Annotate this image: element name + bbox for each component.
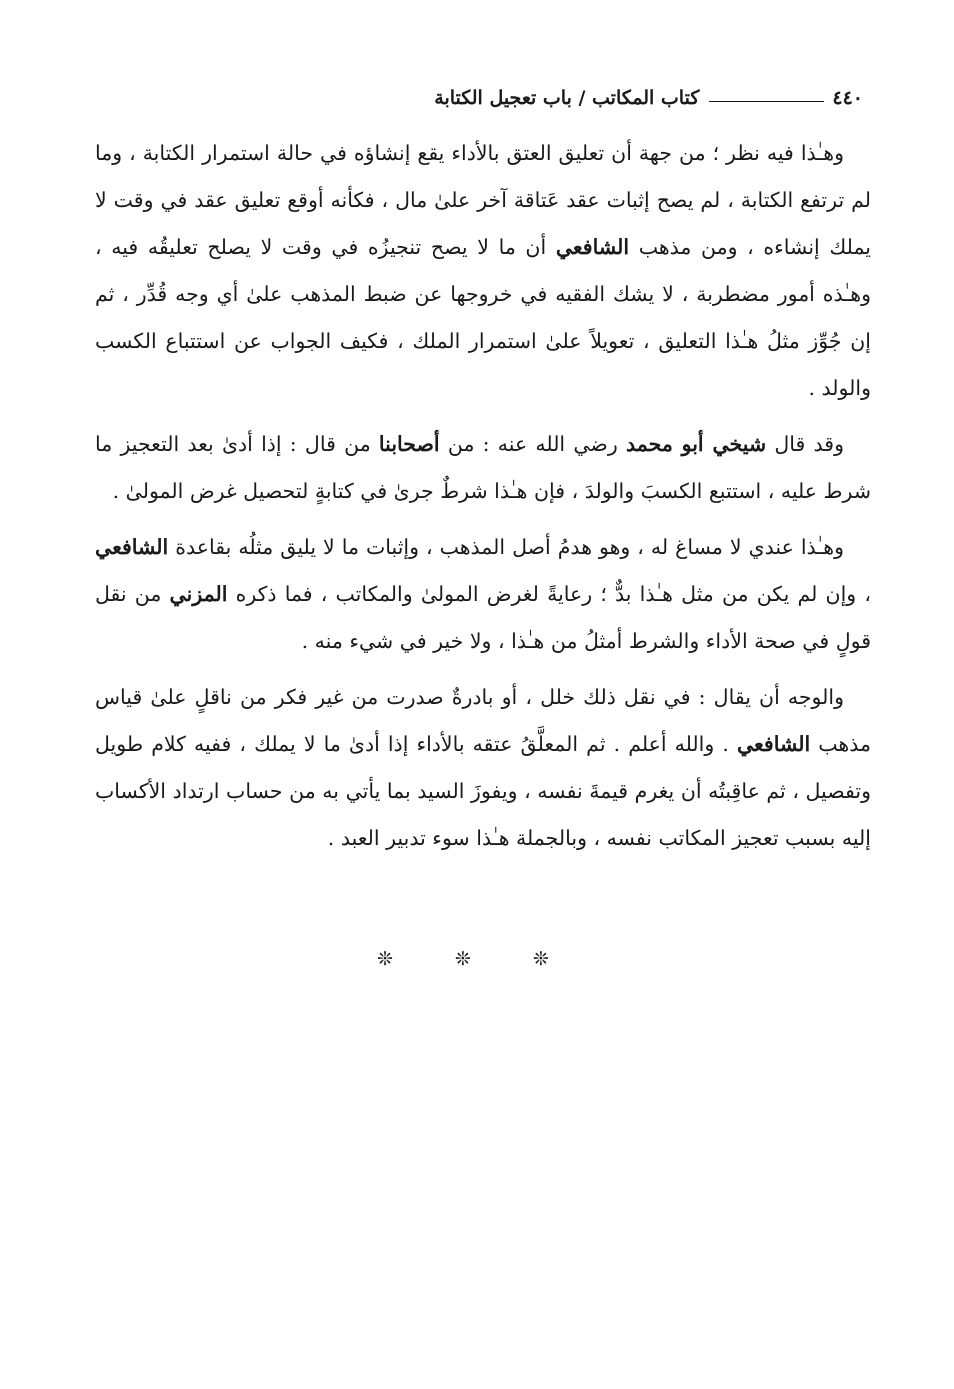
- emphasis-name: أصحابنا: [378, 432, 440, 456]
- text-segment: وقد قال: [766, 432, 844, 456]
- text-segment: وهـٰذا فيه نظر ؛ من جهة أن تعليق العتق بالأداء يقع إنشاؤه في حالة استمرار الكتابة ، وما لم ترتفع الكتابة ، لم يصح إثبات عقد عَتاقة آخر علىٰ مال ، فكأنه أوقع تعليق عقد في وقت لا يملك إنشاءه ، ومن مذهب: [95, 141, 871, 259]
- text-body: [95, 130, 871, 871]
- paragraph: [95, 674, 871, 862]
- emphasis-name: المزني: [169, 582, 228, 606]
- emphasis-name: الشافعي: [736, 732, 811, 756]
- header-title: كتاب المكاتب / باب تعجيل الكتابة: [434, 87, 700, 109]
- paragraph: [95, 130, 871, 412]
- text-segment: . والله أعلم . ثم المعلَّقُ عتقه بالأداء إذا أدىٰ ما لا يملك ، ففيه كلام طويل وتفصيل ، ثم عاقِبتُه أن يغرم قيمةَ نفسه ، ويفوزَ السيد بما يأتي به من حساب ارتداد الأكساب إليه بسبب تعجيز المكاتب نفسه ، وبالجملة هـٰذا سوء تدبير العبد .: [95, 732, 871, 850]
- page-number: ٤٤٠: [832, 87, 863, 109]
- emphasis-name: الشافعي: [555, 235, 630, 259]
- paragraph: [95, 421, 871, 515]
- running-header: [95, 78, 863, 118]
- section-separator: ❊ ❊ ❊: [377, 948, 577, 970]
- emphasis-name: شيخي أبو محمد: [625, 432, 767, 456]
- text-segment: رضي الله عنه : من: [439, 432, 626, 456]
- text-segment: أن ما لا يصح تنجيزُه في وقت لا يصلح تعليقُه فيه ، وهـٰذه أمور مضطربة ، لا يشك الفقيه في خروجها عن ضبط المذهب علىٰ أي وجه قُدِّر ، ثم إن جُوِّز مثلُ هـٰذا التعليق ، تعويلاً علىٰ استمرار الملك ، فكيف الجواب عن استتباع الكسب والولد .: [95, 235, 871, 400]
- text-segment: ، وإن لم يكن من مثل هـٰذا بدٌّ ؛ رعايةً لغرض المولىٰ والمكاتب ، فما ذكره: [227, 582, 871, 606]
- text-segment: من نقل قولٍ في صحة الأداء والشرط أمثلُ من هـٰذا ، ولا خير في شيء منه .: [95, 582, 871, 653]
- text-segment: والوجه أن يقال : في نقل ذلك خلل ، أو بادرةٌ صدرت من غير فكر من ناقلٍ علىٰ قياس مذهب: [95, 685, 871, 756]
- emphasis-name: الشافعي: [95, 535, 169, 559]
- text-segment: وهـٰذا عندي لا مساغ له ، وهو هدمُ أصل المذهب ، وإثبات ما لا يليق مثلُه بقاعدة: [168, 535, 844, 559]
- header-rule: [709, 101, 824, 102]
- text-segment: من قال : إذا أدىٰ بعد التعجيز ما شرط عليه ، استتبع الكسبَ والولدَ ، فإن هـٰذا شرطٌ جرىٰ في كتابةٍ لتحصيل غرض المولىٰ .: [95, 432, 871, 503]
- paragraph: [95, 524, 871, 665]
